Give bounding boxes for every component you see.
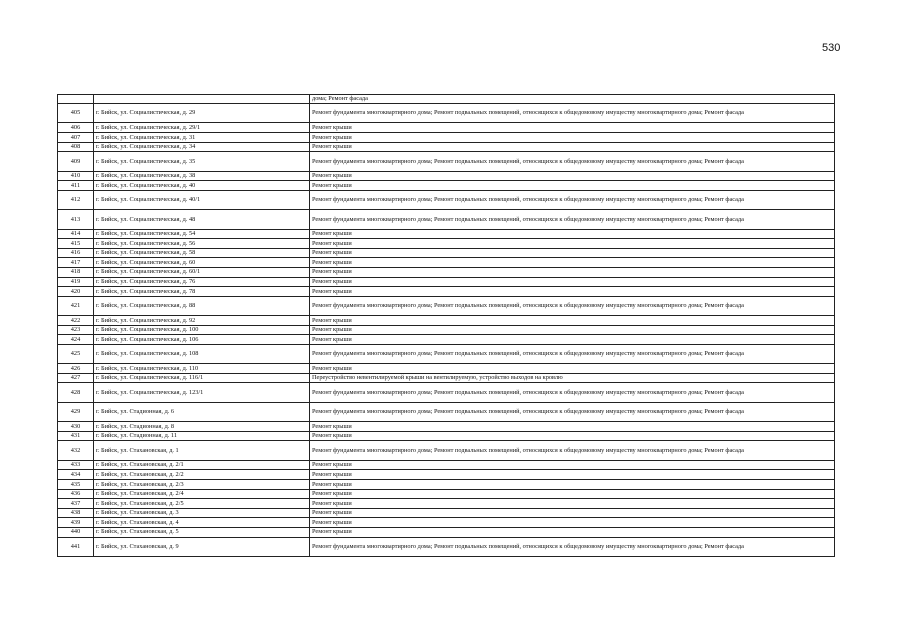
table-row (58, 142, 835, 152)
address-cell: г. Бийск, ул. Стахановская, д. 2/5 (94, 499, 310, 509)
row-number-cell: 432 (58, 441, 94, 460)
address-cell: г. Бийск, ул. Социалистическая, д. 60/1 (94, 267, 310, 277)
table-row (58, 287, 835, 297)
repair-register-table (57, 94, 835, 557)
table-row (58, 373, 835, 383)
row-number-cell: 438 (58, 508, 94, 518)
work-type-cell: Ремонт фундамента многоквартирного дома; Ремонт подвальных помещений, относящихся к общедомовому имуществу многоквартирного дома; Ремонт фасада (310, 537, 835, 556)
row-number-cell: 409 (58, 152, 94, 171)
work-type-cell: Ремонт крыши (310, 248, 835, 258)
address-cell: г. Бийск, ул. Стахановская, д. 2/4 (94, 489, 310, 499)
address-cell: г. Бийск, ул. Стахановская, д. 4 (94, 518, 310, 528)
row-number-cell: 440 (58, 527, 94, 537)
address-cell: г. Бийск, ул. Стадионная, д. 6 (94, 402, 310, 421)
row-number-cell: 426 (58, 364, 94, 374)
work-type-cell: Ремонт крыши (310, 258, 835, 268)
table-row (58, 335, 835, 345)
address-cell: г. Бийск, ул. Социалистическая, д. 116/1 (94, 373, 310, 383)
row-number-cell: 408 (58, 142, 94, 152)
table-row (58, 364, 835, 374)
work-type-cell: Ремонт фундамента многоквартирного дома; Ремонт подвальных помещений, относящихся к общедомовому имуществу многоквартирного дома; Ремонт фасада (310, 152, 835, 171)
address-cell: г. Бийск, ул. Социалистическая, д. 48 (94, 210, 310, 229)
row-number-cell: 437 (58, 499, 94, 509)
work-type-cell: Ремонт крыши (310, 229, 835, 239)
table-row (58, 248, 835, 258)
address-cell: г. Бийск, ул. Стадионная, д. 11 (94, 431, 310, 441)
table-row (58, 104, 835, 123)
work-type-cell: Ремонт крыши (310, 431, 835, 441)
work-type-cell: Ремонт крыши (310, 499, 835, 509)
row-number-cell: 423 (58, 325, 94, 335)
row-number-cell: 417 (58, 258, 94, 268)
work-type-cell: Ремонт крыши (310, 508, 835, 518)
row-number-cell: 406 (58, 123, 94, 133)
table-row-continuation (58, 95, 835, 104)
row-number-cell: 414 (58, 229, 94, 239)
address-cell: г. Бийск, ул. Стахановская, д. 3 (94, 508, 310, 518)
work-type-cell: Ремонт фундамента многоквартирного дома; Ремонт подвальных помещений, относящихся к общедомовому имуществу многоквартирного дома; Ремонт фасада (310, 296, 835, 315)
row-number-cell: 436 (58, 489, 94, 499)
table-row (58, 537, 835, 556)
row-number-cell: 435 (58, 479, 94, 489)
work-type-cell: Ремонт крыши (310, 479, 835, 489)
row-number-cell: 439 (58, 518, 94, 528)
address-cell: г. Бийск, ул. Социалистическая, д. 29 (94, 104, 310, 123)
work-type-cell: Ремонт крыши (310, 267, 835, 277)
work-type-cell: Переустройство невентилируемой крыши на вентилируемую, устройство выходов на кровлю (310, 373, 835, 383)
row-number-cell: 418 (58, 267, 94, 277)
row-number-cell: 433 (58, 460, 94, 470)
work-type-cell: Ремонт крыши (310, 181, 835, 191)
table-row (58, 267, 835, 277)
row-number-cell: 434 (58, 470, 94, 480)
address-cell: г. Бийск, ул. Социалистическая, д. 100 (94, 325, 310, 335)
table-row (58, 344, 835, 363)
table-row (58, 499, 835, 509)
table-row (58, 229, 835, 239)
work-type-cell: Ремонт фундамента многоквартирного дома; Ремонт подвальных помещений, относящихся к общедомовому имуществу многоквартирного дома; Ремонт фасада (310, 383, 835, 402)
table-row (58, 258, 835, 268)
table-row (58, 431, 835, 441)
address-cell: г. Бийск, ул. Стахановская, д. 5 (94, 527, 310, 537)
address-cell: г. Бийск, ул. Стахановская, д. 2/1 (94, 460, 310, 470)
table-row (58, 123, 835, 133)
address-cell: г. Бийск, ул. Социалистическая, д. 29/1 (94, 123, 310, 133)
work-type-cell: Ремонт крыши (310, 171, 835, 181)
address-cell: г. Бийск, ул. Социалистическая, д. 108 (94, 344, 310, 363)
row-number-cell: 411 (58, 181, 94, 191)
table-row (58, 132, 835, 142)
table-row (58, 383, 835, 402)
work-type-cell: Ремонт крыши (310, 142, 835, 152)
address-cell: г. Бийск, ул. Социалистическая, д. 123/1 (94, 383, 310, 402)
repair-register-body (58, 95, 835, 557)
work-type-cell: Ремонт крыши (310, 132, 835, 142)
address-cell: г. Бийск, ул. Социалистическая, д. 31 (94, 132, 310, 142)
address-cell: г. Бийск, ул. Социалистическая, д. 54 (94, 229, 310, 239)
address-cell: г. Бийск, ул. Социалистическая, д. 76 (94, 277, 310, 287)
row-number-cell: 421 (58, 296, 94, 315)
work-type-cell: Ремонт крыши (310, 335, 835, 345)
work-type-cell: Ремонт крыши (310, 239, 835, 249)
table-row (58, 190, 835, 209)
address-cell: г. Бийск, ул. Стахановская, д. 2/2 (94, 470, 310, 480)
address-cell: г. Бийск, ул. Социалистическая, д. 88 (94, 296, 310, 315)
address-cell: г. Бийск, ул. Социалистическая, д. 40/1 (94, 190, 310, 209)
work-type-cell: Ремонт фундамента многоквартирного дома; Ремонт подвальных помещений, относящихся к общедомовому имуществу многоквартирного дома; Ремонт фасада (310, 344, 835, 363)
work-type-cell: Ремонт крыши (310, 277, 835, 287)
row-number-cell: 413 (58, 210, 94, 229)
address-cell: г. Бийск, ул. Социалистическая, д. 38 (94, 171, 310, 181)
row-number-cell: 407 (58, 132, 94, 142)
table-row (58, 325, 835, 335)
row-number-cell: 441 (58, 537, 94, 556)
address-cell: г. Бийск, ул. Стахановская, д. 2/3 (94, 479, 310, 489)
work-type-cell: Ремонт крыши (310, 316, 835, 326)
row-number-cell: 415 (58, 239, 94, 249)
address-cell: г. Бийск, ул. Стахановская, д. 9 (94, 537, 310, 556)
row-number-cell: 424 (58, 335, 94, 345)
address-cell: г. Бийск, ул. Социалистическая, д. 78 (94, 287, 310, 297)
page-number: 530 (822, 42, 841, 54)
table-row (58, 171, 835, 181)
work-type-cell: Ремонт фундамента многоквартирного дома; Ремонт подвальных помещений, относящихся к общедомовому имуществу многоквартирного дома; Ремонт фасада (310, 190, 835, 209)
address-cell: г. Бийск, ул. Социалистическая, д. 92 (94, 316, 310, 326)
work-type-cell: Ремонт крыши (310, 527, 835, 537)
table-row (58, 508, 835, 518)
row-number-cell: 419 (58, 277, 94, 287)
work-type-cell: Ремонт крыши (310, 489, 835, 499)
row-number-cell: 430 (58, 422, 94, 432)
row-number-cell: 425 (58, 344, 94, 363)
address-cell: г. Бийск, ул. Стахановская, д. 1 (94, 441, 310, 460)
work-type-cell: Ремонт фундамента многоквартирного дома; Ремонт подвальных помещений, относящихся к общедомовому имуществу многоквартирного дома; Ремонт фасада (310, 441, 835, 460)
table-row (58, 489, 835, 499)
row-number-cell: 431 (58, 431, 94, 441)
address-cell: г. Бийск, ул. Социалистическая, д. 60 (94, 258, 310, 268)
work-type-cell: Ремонт крыши (310, 325, 835, 335)
table-row (58, 316, 835, 326)
address-cell: г. Бийск, ул. Социалистическая, д. 40 (94, 181, 310, 191)
table-row (58, 527, 835, 537)
row-number-cell (58, 95, 94, 104)
work-type-cell: Ремонт крыши (310, 123, 835, 133)
work-type-cell: дома; Ремонт фасада (310, 95, 835, 104)
address-cell: г. Бийск, ул. Социалистическая, д. 34 (94, 142, 310, 152)
work-type-cell: Ремонт фундамента многоквартирного дома; Ремонт подвальных помещений, относящихся к общедомовому имуществу многоквартирного дома; Ремонт фасада (310, 104, 835, 123)
table-row (58, 441, 835, 460)
table-row (58, 422, 835, 432)
work-type-cell: Ремонт фундамента многоквартирного дома; Ремонт подвальных помещений, относящихся к общедомовому имуществу многоквартирного дома; Ремонт фасада (310, 210, 835, 229)
table-row (58, 296, 835, 315)
work-type-cell: Ремонт крыши (310, 460, 835, 470)
row-number-cell: 427 (58, 373, 94, 383)
table-row (58, 152, 835, 171)
work-type-cell: Ремонт крыши (310, 422, 835, 432)
table-row (58, 210, 835, 229)
address-cell: г. Бийск, ул. Социалистическая, д. 56 (94, 239, 310, 249)
table-row (58, 460, 835, 470)
table-row (58, 518, 835, 528)
table-row (58, 470, 835, 480)
address-cell: г. Бийск, ул. Социалистическая, д. 106 (94, 335, 310, 345)
work-type-cell: Ремонт крыши (310, 518, 835, 528)
row-number-cell: 420 (58, 287, 94, 297)
work-type-cell: Ремонт крыши (310, 287, 835, 297)
row-number-cell: 428 (58, 383, 94, 402)
table-row (58, 277, 835, 287)
address-cell: г. Бийск, ул. Стадионная, д. 8 (94, 422, 310, 432)
address-cell (94, 95, 310, 104)
address-cell: г. Бийск, ул. Социалистическая, д. 58 (94, 248, 310, 258)
row-number-cell: 416 (58, 248, 94, 258)
row-number-cell: 429 (58, 402, 94, 421)
row-number-cell: 405 (58, 104, 94, 123)
table-row (58, 239, 835, 249)
address-cell: г. Бийск, ул. Социалистическая, д. 35 (94, 152, 310, 171)
table-row (58, 181, 835, 191)
work-type-cell: Ремонт крыши (310, 470, 835, 480)
row-number-cell: 410 (58, 171, 94, 181)
table-row (58, 479, 835, 489)
row-number-cell: 412 (58, 190, 94, 209)
work-type-cell: Ремонт фундамента многоквартирного дома; Ремонт подвальных помещений, относящихся к общедомовому имуществу многоквартирного дома; Ремонт фасада (310, 402, 835, 421)
table-row (58, 402, 835, 421)
address-cell: г. Бийск, ул. Социалистическая, д. 110 (94, 364, 310, 374)
row-number-cell: 422 (58, 316, 94, 326)
work-type-cell: Ремонт крыши (310, 364, 835, 374)
